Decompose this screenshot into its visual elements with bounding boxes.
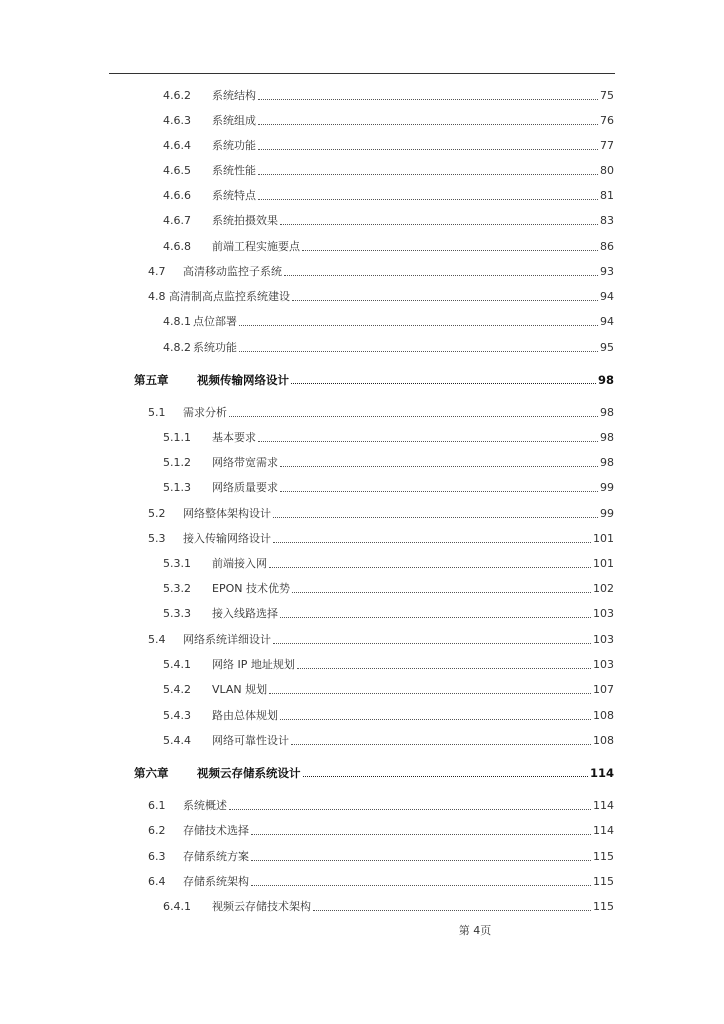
leader-dots <box>291 744 591 745</box>
toc-page: 115 <box>593 875 614 888</box>
toc-number: 4.6.2 <box>163 89 191 102</box>
leader-dots <box>258 174 598 175</box>
toc-page: 98 <box>600 431 614 444</box>
leader-dots <box>292 592 591 593</box>
leader-dots <box>273 542 591 543</box>
toc-page: 94 <box>600 290 614 303</box>
leader-dots <box>239 325 598 326</box>
toc-entry-4-6-4[interactable] <box>163 139 614 153</box>
toc-page: 86 <box>600 240 614 253</box>
toc-title: 网络整体架构设计 <box>183 507 271 520</box>
toc-title: 网络带宽需求 <box>212 456 278 469</box>
toc-number: 5.2 <box>148 507 166 520</box>
toc-number: 5.1.2 <box>163 456 191 469</box>
toc-page: 80 <box>600 164 614 177</box>
toc-number: 6.4.1 <box>163 900 191 913</box>
toc-number: 5.4.1 <box>163 658 191 671</box>
toc-number: 5.1.3 <box>163 481 191 494</box>
toc-entry-5-4-3[interactable] <box>163 709 614 723</box>
toc-entry-5-4[interactable] <box>148 633 614 647</box>
toc-title: 需求分析 <box>183 406 227 419</box>
toc-entry-6-1[interactable] <box>148 799 614 813</box>
leader-dots <box>302 250 598 251</box>
toc-title: 系统结构 <box>212 89 256 102</box>
toc-entry-5-4-1[interactable] <box>163 658 614 672</box>
leader-dots <box>258 441 598 442</box>
toc-page: 103 <box>593 658 614 671</box>
toc-entry-5-3-2[interactable] <box>163 582 614 596</box>
toc-title: 系统拍摄效果 <box>212 214 278 227</box>
leader-dots <box>229 416 598 417</box>
toc-number: 6.4 <box>148 875 166 888</box>
toc-title: 高清制高点监控系统建设 <box>169 290 290 303</box>
leader-dots <box>258 199 598 200</box>
leader-dots <box>239 351 598 352</box>
toc-entry-5-1-2[interactable] <box>163 456 614 470</box>
toc-title: 视频云存储系统设计 <box>197 766 301 780</box>
toc-title: 系统功能 <box>212 139 256 152</box>
toc-page: 93 <box>600 265 614 278</box>
toc-entry-6-3[interactable] <box>148 850 614 864</box>
toc-title: 前端接入网 <box>212 557 267 570</box>
toc-entry-4-8[interactable] <box>148 290 614 304</box>
toc-page: 99 <box>600 507 614 520</box>
toc-entry-4-8-2[interactable] <box>163 341 614 355</box>
leader-dots <box>251 834 591 835</box>
toc-entry-4-6-8[interactable] <box>163 240 614 254</box>
toc-entry-6-4-1[interactable] <box>163 900 614 914</box>
toc-entry-5-1[interactable] <box>148 406 614 420</box>
leader-dots <box>269 567 591 568</box>
toc-page: 103 <box>593 633 614 646</box>
toc-page: 108 <box>593 709 614 722</box>
toc-title: 路由总体规划 <box>212 709 278 722</box>
leader-dots <box>303 776 588 777</box>
toc-number: 4.6.5 <box>163 164 191 177</box>
toc-title: 前端工程实施要点 <box>212 240 300 253</box>
toc-page: 101 <box>593 532 614 545</box>
toc-page: 98 <box>600 456 614 469</box>
toc-number: 4.8 <box>148 290 166 303</box>
toc-number: 5.4.3 <box>163 709 191 722</box>
leader-dots <box>258 99 598 100</box>
toc-title: EPON 技术优势 <box>212 582 290 595</box>
toc-page: 81 <box>600 189 614 202</box>
toc-number: 4.6.7 <box>163 214 191 227</box>
toc-number: 4.6.6 <box>163 189 191 202</box>
toc-entry-4-6-5[interactable] <box>163 164 614 178</box>
toc-entry-4-6-6[interactable] <box>163 189 614 203</box>
toc-title: 网络质量要求 <box>212 481 278 494</box>
leader-dots <box>251 860 591 861</box>
toc-title: 存储系统架构 <box>183 875 249 888</box>
toc-page: 76 <box>600 114 614 127</box>
leader-dots <box>280 491 598 492</box>
toc-page: 83 <box>600 214 614 227</box>
toc-title: 系统特点 <box>212 189 256 202</box>
toc-title: 系统概述 <box>183 799 227 812</box>
leader-dots <box>273 517 598 518</box>
toc-title: VLAN 规划 <box>212 683 268 696</box>
toc-entry-6-4[interactable] <box>148 875 614 889</box>
leader-dots <box>229 809 591 810</box>
page-footer <box>0 922 724 938</box>
toc-page: 102 <box>593 582 614 595</box>
leader-dots <box>291 383 596 384</box>
toc-page: 115 <box>593 900 614 913</box>
toc-page: 115 <box>593 850 614 863</box>
toc-entry-5-2[interactable] <box>148 507 614 521</box>
toc-entry-4-6-2[interactable] <box>163 89 614 103</box>
toc-page: 99 <box>600 481 614 494</box>
toc-title: 网络 IP 地址规划 <box>212 658 295 671</box>
leader-dots <box>280 224 598 225</box>
toc-page: 77 <box>600 139 614 152</box>
toc-number: 6.2 <box>148 824 166 837</box>
toc-number: 5.4.2 <box>163 683 191 696</box>
toc-number: 5.1 <box>148 406 166 419</box>
toc-title: 接入传输网络设计 <box>183 532 271 545</box>
leader-dots <box>280 466 598 467</box>
toc-number: 6.1 <box>148 799 166 812</box>
toc-page: 107 <box>593 683 614 696</box>
toc-page: 101 <box>593 557 614 570</box>
toc-page: 98 <box>597 373 614 387</box>
toc-entry-5-4-4[interactable] <box>163 734 614 748</box>
toc-title: 系统组成 <box>212 114 256 127</box>
leader-dots <box>292 300 598 301</box>
leader-dots <box>258 124 598 125</box>
toc-title: 点位部署 <box>193 315 237 328</box>
toc-title: 存储系统方案 <box>183 850 249 863</box>
toc-entry-5-3-1[interactable] <box>163 557 614 571</box>
toc-number: 4.8.1 <box>163 315 191 328</box>
page-number: 第 4页 <box>458 924 492 937</box>
toc-number: 5.4.4 <box>163 734 191 747</box>
toc-title: 系统性能 <box>212 164 256 177</box>
toc-page: 114 <box>589 766 614 780</box>
toc-number: 5.3.3 <box>163 607 191 620</box>
toc-page: 108 <box>593 734 614 747</box>
leader-dots <box>297 668 591 669</box>
toc-number: 5.4 <box>148 633 166 646</box>
toc-page: 114 <box>593 799 614 812</box>
toc-title: 网络可靠性设计 <box>212 734 289 747</box>
toc-number: 4.8.2 <box>163 341 191 354</box>
leader-dots <box>273 643 591 644</box>
toc-title: 接入线路选择 <box>212 607 278 620</box>
toc-number: 5.3.1 <box>163 557 191 570</box>
toc-number: 4.6.3 <box>163 114 191 127</box>
toc-title: 高清移动监控子系统 <box>183 265 282 278</box>
toc-number: 5.3 <box>148 532 166 545</box>
toc-title: 视频云存储技术架构 <box>212 900 311 913</box>
toc-page: 98 <box>600 406 614 419</box>
leader-dots <box>284 275 598 276</box>
toc-title: 视频传输网络设计 <box>197 373 289 387</box>
toc-number: 第六章 <box>134 766 169 780</box>
toc-page: 94 <box>600 315 614 328</box>
toc-title: 基本要求 <box>212 431 256 444</box>
leader-dots <box>280 719 591 720</box>
toc-page: 114 <box>593 824 614 837</box>
toc-entry-4-6-7[interactable] <box>163 214 614 228</box>
leader-dots <box>251 885 591 886</box>
toc-entry-4-7[interactable] <box>148 265 614 279</box>
toc-entry-5-4-2[interactable] <box>163 683 614 697</box>
toc-title: 网络系统详细设计 <box>183 633 271 646</box>
toc-page: 95 <box>600 341 614 354</box>
toc-entry-4-8-1[interactable] <box>163 315 614 329</box>
toc-chapter-6[interactable] <box>134 766 614 780</box>
toc-number: 5.1.1 <box>163 431 191 444</box>
toc-entry-6-2[interactable] <box>148 824 614 838</box>
toc-title: 存储技术选择 <box>183 824 249 837</box>
toc-number: 4.6.8 <box>163 240 191 253</box>
toc-number: 第五章 <box>134 373 169 387</box>
leader-dots <box>313 910 591 911</box>
leader-dots <box>258 149 598 150</box>
toc-page: 75 <box>600 89 614 102</box>
toc-number: 4.6.4 <box>163 139 191 152</box>
toc-number: 6.3 <box>148 850 166 863</box>
toc-entry-5-1-3[interactable] <box>163 481 614 495</box>
toc-entry-5-3[interactable] <box>148 532 614 546</box>
toc-title: 系统功能 <box>193 341 237 354</box>
toc-entry-5-3-3[interactable] <box>163 607 614 621</box>
toc-entry-5-1-1[interactable] <box>163 431 614 445</box>
toc-page: 103 <box>593 607 614 620</box>
toc-chapter-5[interactable] <box>134 373 614 387</box>
leader-dots <box>280 617 591 618</box>
toc-entry-4-6-3[interactable] <box>163 114 614 128</box>
toc-number: 5.3.2 <box>163 582 191 595</box>
leader-dots <box>269 693 591 694</box>
toc-number: 4.7 <box>148 265 166 278</box>
